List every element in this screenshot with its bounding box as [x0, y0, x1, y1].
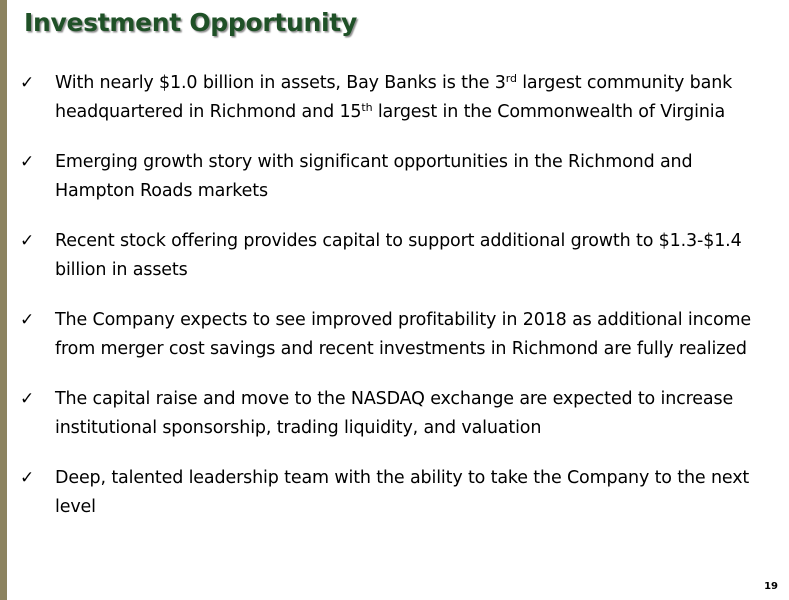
- left-accent-bar: [0, 0, 7, 600]
- bullet-text: Emerging growth story with significant opportunities in the Richmond and Hampton Roads markets: [55, 152, 693, 201]
- bullet-text: With nearly $1.0 billion in assets, Bay Banks is the 3rd largest community bank headquartered in Richmond and 15th largest in the Commonwealth of Virginia: [55, 72, 733, 122]
- checkmark-icon: ✓: [20, 310, 35, 330]
- bullet-item: [20, 385, 765, 443]
- bullet-item: [20, 464, 765, 522]
- slide-title: Investment Opportunity: [24, 8, 357, 37]
- superscript: rd: [505, 72, 517, 85]
- bullet-text: The Company expects to see improved profitability in 2018 as additional income from merger cost savings and recent investments in Richmond are fully realized: [55, 310, 752, 359]
- bullet-item: [20, 227, 765, 285]
- checkmark-icon: ✓: [20, 73, 35, 93]
- bullet-text: Deep, talented leadership team with the ability to take the Company to the next level: [55, 468, 750, 517]
- bullet-item: [20, 148, 765, 206]
- bullet-text: Recent stock offering provides capital to support additional growth to $1.3-$1.4 billion in assets: [55, 231, 742, 280]
- checkmark-icon: ✓: [20, 468, 35, 488]
- bullet-item: [20, 306, 765, 364]
- checkmark-icon: ✓: [20, 231, 35, 251]
- checkmark-icon: ✓: [20, 389, 35, 409]
- bullet-item: [20, 69, 765, 127]
- superscript: th: [361, 101, 373, 114]
- page-number: 19: [764, 581, 778, 592]
- bullet-text: The capital raise and move to the NASDAQ exchange are expected to increase institutional sponsorship, trading liquidity, and valuation: [55, 389, 734, 438]
- checkmark-icon: ✓: [20, 152, 35, 172]
- bullet-list: [20, 69, 765, 543]
